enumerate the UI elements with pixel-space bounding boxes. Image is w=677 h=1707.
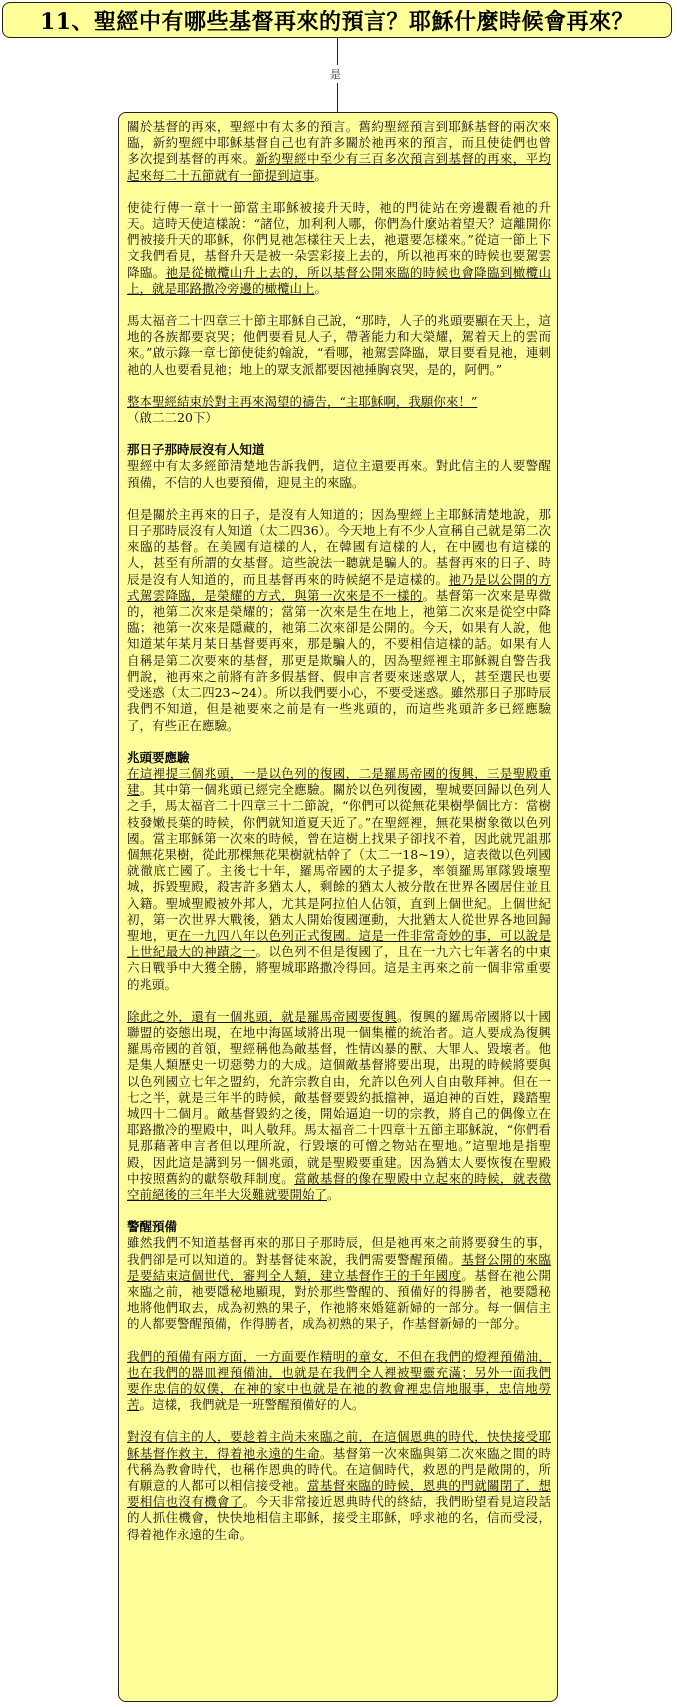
section-watch-prepare xyxy=(127,1219,551,1332)
paragraph-roman-empire: 除此之外，還有一個兆頭，就是羅馬帝國要復興。復興的羅馬帝國將以十國聯盟的姿態出現，在地中海區域將出現一個集權的統治者。這人要成為復興羅馬帝國的首領，聖經稱他為敵基督，性情凶暴的獸、大罪人、毀壞者。他是集人類歷史一切惡勢力的大成。這個敵基督將要出現，出現的時候將要與以色列國立七年之盟約，允許宗教自由，允許以色列人自由敬拜神。但在一七之半，就是三年半的時候，敵基督要毀約抵擋神，逼迫神的百姓，踐踏聖城四十二個月。敵基督毀約之後，開始逼迫一切的宗教，將自己的偶像立在耶路撒冷的聖殿中，叫人敬拜。馬太福音二十四章十五節主耶穌說，“你們看見那藉著申言者但以理所說，行毀壞的可憎之物站在聖地。”這聖地是指聖殿，因此這是講到另一個兆頭，就是聖殿要重建。因為猶太人要恢復在聖殿中按照舊約的獻祭敬拜制度。當敵基督的像在聖殿中立起來的時候，就表徵空前絕後的三年半大災難就要開始了。 xyxy=(127,1008,551,1202)
paragraph-prayer: 整本聖經結束於對主再來渴望的禱告，“主耶穌啊，我願你來！” （啟二二20下） xyxy=(127,393,478,426)
section-no-one-knows xyxy=(127,442,551,491)
section-heading: 兆頭要應驗 xyxy=(127,749,190,765)
section-text: 聖經中有太多經節清楚地告訴我們，這位主還要再來。對此信主的人要警醒預備，不信的人也要預備，迎見主的來臨。 xyxy=(127,458,551,490)
section-text: 在這裡提三個兆頭，一是以色列的復國，二是羅馬帝國的復興，三是聖殿重建。其中第一個兆頭已經完全應驗。關於以色列復國，聖城要回歸以色列人之手，馬太福音二十四章三十二節說，“你們可以從無花果樹學個比方：當樹枝發嫩長葉的時候，你們就知道夏天近了。”在聖經裡，無花果樹象徵以色列國。當主耶穌第一次來的時候，曾在這樹上找果子卻找不着，因此就咒詛那個無花果樹，從此那棵無花果樹就枯幹了（太二一18~19），這表徵以色列國就徹底亡國了。主後七十年，羅馬帝國的太子提多，率領羅馬軍隊毀壞聖城，拆毀聖殿，殺害許多猶太人，剩餘的猶太人被分散在世界各國居住並且入籍。聖城聖殿被外邦人，尤其是阿拉伯人佔領，直到上個世紀。上個世紀初，第一次世界大戰後，猶太人開始復國運動，大批猶太人從世界各地回歸聖地，更在一九四八年以色列正式復國。這是一件非常奇妙的事，可以說是上世紀最大的神蹟之一。以色列不但是復國了，且在一九六七年著名的中東六日戰爭中大獲全勝，將聖城耶路撒冷得回。這是主再來之前一個非常重要的兆頭。 xyxy=(127,765,551,992)
underlined-text: 在一九四八年以色列正式復國。這是一件非常奇妙的事，可以說是上世紀最大的神蹟之一 xyxy=(127,927,551,960)
section-signs xyxy=(127,750,551,993)
paragraph-unbelievers: 對沒有信主的人，要趁着主尚未來臨之前，在這個恩典的時代，快快接受耶穌基督作救主，得着祂永遠的生命。基督第一次來臨與第二次來臨之間的時代稱為教會時代，也稱作恩典的時代。在這個時代，救恩的門是敞開的，所有願意的人都可以相信接受祂。當基督來臨的時候，恩典的門就關閉了，想要相信也沒有機會了。今天非常接近恩典時代的終結，我們盼望看見這段話的人抓住機會，快快地相信主耶穌，接受主耶穌，呼求祂的名，信而受浸，得着祂作永遠的生命。 xyxy=(127,1429,551,1542)
paragraph-matthew: 馬太福音二十四章三十節主耶穌自己說，“那時，人子的兆頭要顯在天上，這地的各族都要哀哭；他們要看見人子，帶著能力和大榮耀，駕着天上的雲而來。”啟示錄一章七節使徒約翰說，“看哪，祂駕雲降臨，眾目要看見祂，連刺祂的人也要看見祂；地上的眾支派都要因祂捶胸哀哭，是的，阿們。” xyxy=(127,313,551,377)
underlined-text: 我們的預備有兩方面，一方面要作精明的童女，不但在我們的燈裡預備油，也在我們的器皿裡預備油，也就是在我們全人裡被聖靈充滿；另外一面我們要作忠信的奴僕，在神的家中也就是在祂的教會裡忠信地服事，忠信地勞苦 xyxy=(127,1348,551,1413)
paragraph-intro: 關於基督的再來，聖經中有太多的預言。舊約聖經預言到耶穌基督的兩次來臨，新約聖經中耶穌基督自己也有許多關於祂再來的預言，而且使徒們也曾多次提到基督的再來。新約聖經中至少有三百多次預言到基督的再來，平均起來每二十五節就有一節提到這事。 xyxy=(127,119,551,183)
underlined-text: 新約聖經中至少有三百多次預言到基督的再來，平均起來每二十五節就有一節提到這事 xyxy=(127,151,551,183)
underlined-text: 對沒有信主的人，要趁着主尚未來臨之前，在這個恩典的時代，快快接受耶穌基督作救主，得着祂永遠的生命 xyxy=(127,1429,551,1461)
connector-label: 是 xyxy=(328,65,343,83)
title-node xyxy=(2,2,672,38)
content-node xyxy=(118,112,558,1702)
section-heading: 警醒預備 xyxy=(127,1219,178,1235)
underlined-text: 祂乃是以公開的方式駕雲降臨，是榮耀的方式，與第一次來是不一樣的 xyxy=(127,571,551,603)
underlined-text: 當敵基督的像在聖殿中立起來的時候，就表徵空前絕後的三年半大災難就要開始了 xyxy=(127,1170,551,1202)
section-text: 雖然我們不知道基督再來的那日子那時辰，但是祂再來之前將要發生的事，我們卻是可以知道的。對基督徒來說，我們需要警醒預備。基督公開的來臨是要結束這個世代，審判全人類，建立基督作王的千年國度。基督在祂公開來臨之前，祂要隱秘地顯現，對於那些警醒的、預備好的得勝者，祂要隱秘地將他們取去，成為初熟的果子，作祂將來婚筵新婦的一部分。每一個信主的人都要警醒預備，作得勝者，成為初熟的果子，作基督新婦的一部分。 xyxy=(127,1235,551,1332)
underlined-text: 在這裡提三個兆頭，一是以色列的復國，二是羅馬帝國的復興，三是聖殿重建 xyxy=(127,765,551,798)
title-text: 11、聖經中有哪些基督再來的預言？耶穌什麼時候會再來？ xyxy=(39,8,635,35)
section-heading: 那日子那時辰沒有人知道 xyxy=(127,442,265,458)
paragraph-false-christs: 但是關於主再來的日子，是沒有人知道的；因為聖經上主耶穌清楚地說，那日子那時辰沒有人知道（太二四36）。今天地上有不少人宣稱自己就是第二次來臨的基督。在美國有這樣的人，在韓國有這樣的人，在中國也有這樣的人，甚至有所謂的女基督。這些說法一聽就是騙人的。基督再來的日子、時辰是沒有人知道的，而且基督再來的時候絕不是這樣的。祂乃是以公開的方式駕雲降臨，是榮耀的方式，與第一次來是不一樣的。基督第一次來是卑微的，祂第二次來是榮耀的；當第一次來是生在地上，祂第二次來是從空中降臨；祂第一次來是隱藏的，祂第二次來卻是公開的。今天，如果有人說，他知道某年某月某日基督要再來，那是騙人的，不要相信這樣的話。如果有人自稱是第二次要來的基督，那更是欺騙人的，因為聖經裡主耶穌親自警告我們說，祂再來之前將有許多假基督、假申言者要來迷惑眾人，甚至選民也要受迷惑（太二四23~24）。所以我們要小心，不要受迷惑。雖然那日子那時辰我們不知道，但是祂要來之前是有一些兆頭的，而這些兆頭許多已經應驗了，有些正在應驗。 xyxy=(127,506,551,733)
underlined-text: 除此之外，還有一個兆頭，就是羅馬帝國要復興 xyxy=(127,1008,398,1024)
underlined-text: 整本聖經結束於對主再來渴望的禱告，“主耶穌啊，我願你來！” xyxy=(127,393,478,409)
paragraph-preparation: 我們的預備有兩方面，一方面要作精明的童女，不但在我們的燈裡預備油，也在我們的器皿裡預備油，也就是在我們全人裡被聖靈充滿；另外一面我們要作忠信的奴僕，在神的家中也就是在祂的教會裡忠信地服事，忠信地勞苦。這樣，我們就是一班警醒預備好的人。 xyxy=(127,1348,551,1413)
underlined-text: 當基督來臨的時候，恩典的門就關閉了，想要相信也沒有機會了 xyxy=(127,1478,551,1510)
underlined-text: 祂是從橄欖山升上去的，所以基督公開來臨的時候也會降臨到橄欖山上，就是耶路撒冷旁邊的橄欖山上 xyxy=(127,264,551,296)
underlined-text: 基督公開的來臨是要結束這個世代，審判全人類，建立基督作王的千年國度 xyxy=(127,1251,551,1283)
paragraph-acts: 使徒行傳一章十一節當主耶穌被接升天時，祂的門徒站在旁邊觀看祂的升天。這時天使這樣說：“諸位，加利利人哪，你們為什麼站着望天？這離開你們被接升天的耶穌，你們見祂怎樣往天上去，祂還要怎樣來。”從這一節上下文我們看見，基督升天是被一朵雲彩接上去的，所以祂再來的時候也要駕雲降臨。祂是從橄欖山升上去的，所以基督公開來臨的時候也會降臨到橄欖山上，就是耶路撒冷旁邊的橄欖山上。 xyxy=(127,199,551,296)
